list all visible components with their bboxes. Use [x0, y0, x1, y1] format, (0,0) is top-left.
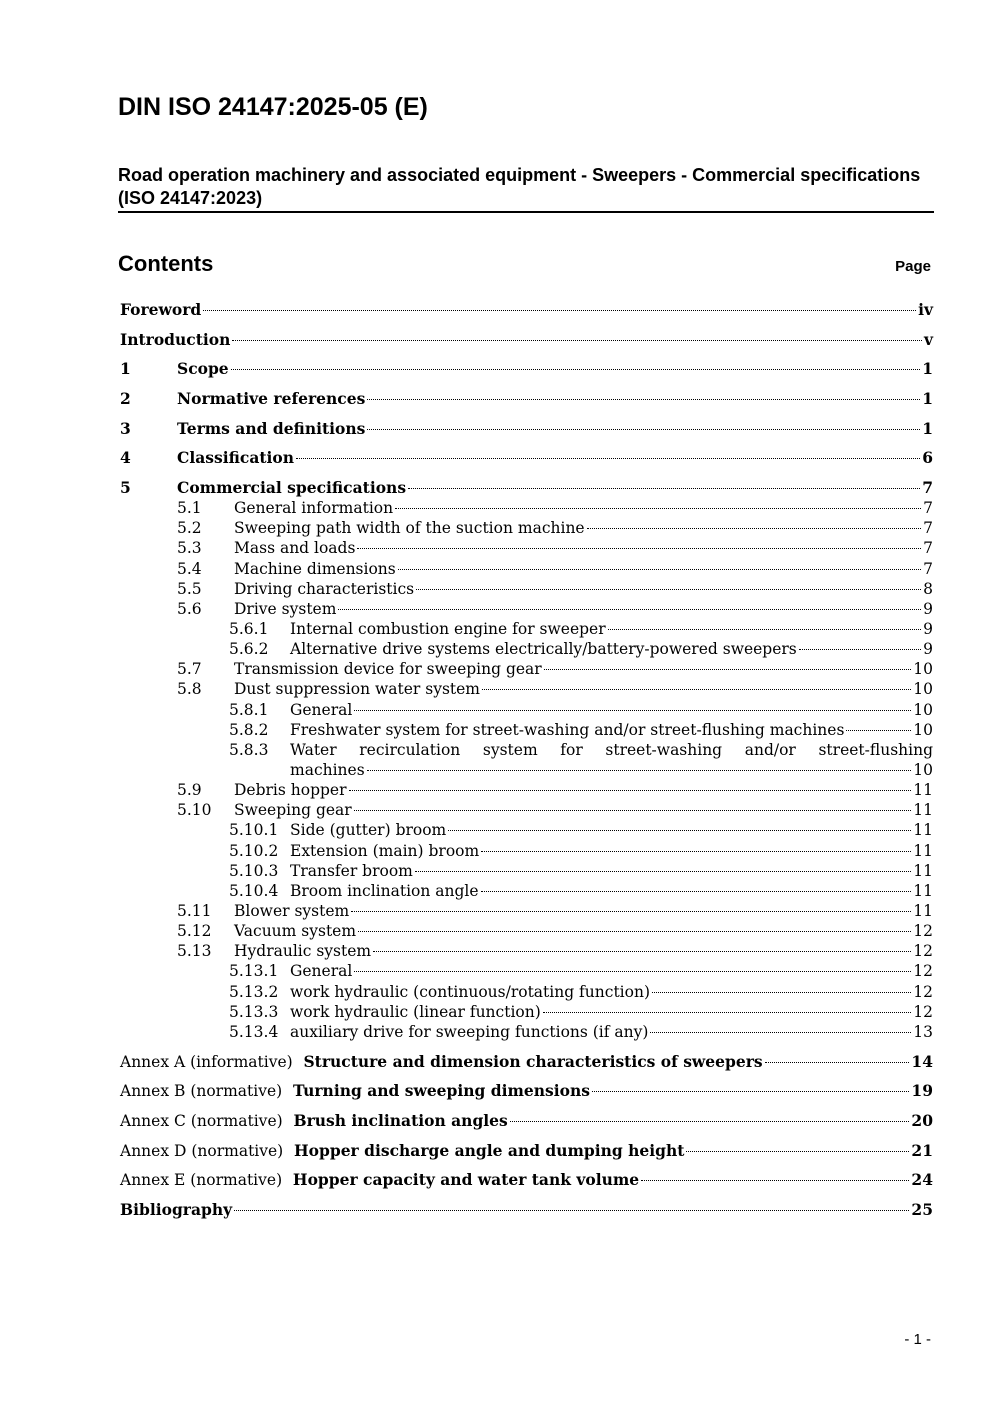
- document-title: DIN ISO 24147:2025-05 (E): [118, 93, 428, 121]
- toc-entry-2[interactable]: 2 Normative references 1: [120, 389, 933, 409]
- toc-entry-5-2[interactable]: 5.2 Sweeping path width of the suction machine 7: [177, 519, 933, 538]
- contents-heading: Contents: [118, 251, 214, 276]
- document-subtitle: Road operation machinery and associated equipment - Sweepers - Commercial specifications (ISO 24147:2023): [118, 164, 934, 213]
- page-number: - 1 -: [904, 1331, 931, 1348]
- page-column-label: Page: [895, 258, 931, 275]
- toc-entry-5-6-1[interactable]: 5.6.1 Internal combustion engine for sweeper 9: [229, 619, 933, 638]
- table-of-contents: [120, 300, 933, 1230]
- toc-entry-annex-e[interactable]: Annex E (normative) Hopper capacity and water tank volume 24: [120, 1170, 933, 1190]
- toc-entry-introduction[interactable]: Introduction v: [120, 329, 933, 349]
- toc-entry-5-8-2[interactable]: 5.8.2 Freshwater system for street-washing and/or street-flushing machines 10: [229, 720, 933, 739]
- toc-entry-annex-b[interactable]: Annex B (normative) Turning and sweeping dimensions 19: [120, 1081, 933, 1101]
- toc-entry-5-6[interactable]: 5.6 Drive system 9: [177, 599, 933, 618]
- toc-entry-5-4[interactable]: 5.4 Machine dimensions 7: [177, 559, 933, 578]
- toc-entry-5-10-2[interactable]: 5.10.2 Extension (main) broom 11: [229, 841, 933, 860]
- toc-entry-5-1[interactable]: 5.1 General information 7: [177, 499, 933, 518]
- toc-entry-5-13-4[interactable]: 5.13.4 auxiliary drive for sweeping functions (if any) 13: [229, 1022, 933, 1041]
- toc-entry-1[interactable]: 1 Scope 1: [120, 359, 933, 379]
- toc-entry-bibliography[interactable]: Bibliography 25: [120, 1200, 933, 1220]
- toc-entry-5[interactable]: 5 Commercial specifications 7: [120, 478, 933, 498]
- toc-entry-5-13-1[interactable]: 5.13.1 General 12: [229, 962, 933, 981]
- toc-entry-5-13-3[interactable]: 5.13.3 work hydraulic (linear function) 12: [229, 1002, 933, 1021]
- toc-entry-5-7[interactable]: 5.7 Transmission device for sweeping gear 10: [177, 660, 933, 679]
- toc-entry-5-9[interactable]: 5.9 Debris hopper 11: [177, 781, 933, 800]
- toc-entry-5-10[interactable]: 5.10 Sweeping gear 11: [177, 801, 933, 820]
- toc-entry-3[interactable]: 3 Terms and definitions 1: [120, 418, 933, 438]
- toc-entry-5-12[interactable]: 5.12 Vacuum system 12: [177, 922, 933, 941]
- toc-entry-5-10-1[interactable]: 5.10.1 Side (gutter) broom 11: [229, 821, 933, 840]
- toc-entry-5-13-2[interactable]: 5.13.2 work hydraulic (continuous/rotating function) 12: [229, 982, 933, 1001]
- toc-entry-5-3[interactable]: 5.3 Mass and loads 7: [177, 539, 933, 558]
- toc-entry-5-13[interactable]: 5.13 Hydraulic system 12: [177, 942, 933, 961]
- toc-entry-5-10-4[interactable]: 5.10.4 Broom inclination angle 11: [229, 881, 933, 900]
- toc-entry-annex-a[interactable]: Annex A (informative) Structure and dimension characteristics of sweepers 14: [120, 1051, 933, 1071]
- toc-entry-annex-c[interactable]: Annex C (normative) Brush inclination angles 20: [120, 1111, 933, 1131]
- toc-entry-5-8-1[interactable]: 5.8.1 General 10: [229, 700, 933, 719]
- toc-entry-5-10-3[interactable]: 5.10.3 Transfer broom 11: [229, 861, 933, 880]
- toc-entry-5-6-2[interactable]: 5.6.2 Alternative drive systems electrically/battery-powered sweepers 9: [229, 640, 933, 659]
- toc-entry-5-8[interactable]: 5.8 Dust suppression water system 10: [177, 680, 933, 699]
- toc-entry-5-8-3[interactable]: 5.8.3 Water recirculation system for street-washing and/or street-flushing machines 10: [229, 740, 933, 779]
- toc-entry-4[interactable]: 4 Classification 6: [120, 448, 933, 468]
- toc-entry-5-11[interactable]: 5.11 Blower system 11: [177, 901, 933, 920]
- toc-entry-annex-d[interactable]: Annex D (normative) Hopper discharge angle and dumping height 21: [120, 1140, 933, 1160]
- toc-entry-foreword[interactable]: Foreword iv: [120, 300, 933, 319]
- toc-entry-5-5[interactable]: 5.5 Driving characteristics 8: [177, 579, 933, 598]
